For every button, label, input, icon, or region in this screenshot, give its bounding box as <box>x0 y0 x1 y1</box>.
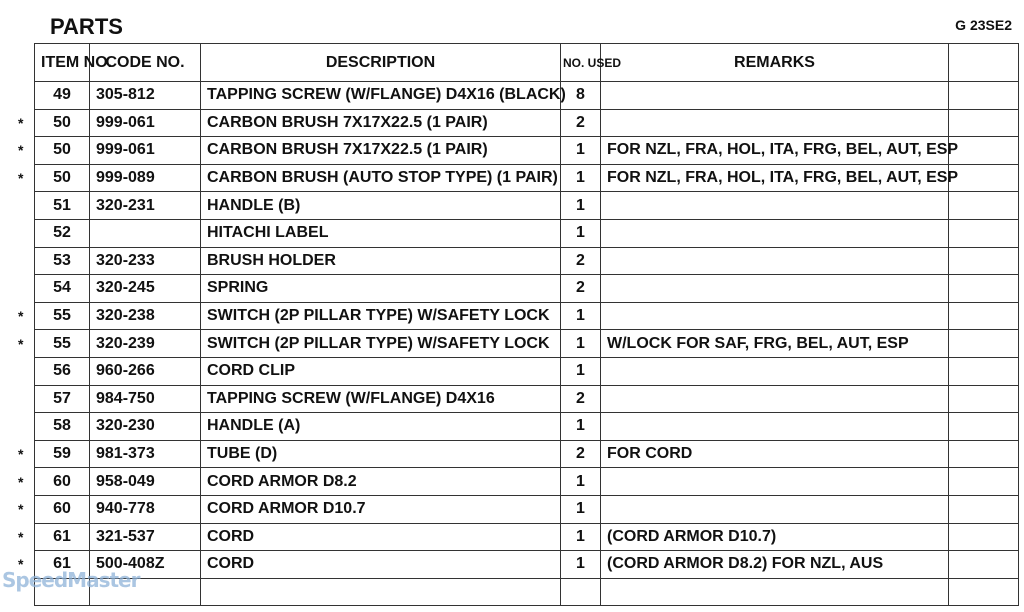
description-cell: CORD <box>201 551 561 579</box>
item-no-cell: 60 <box>35 468 90 496</box>
no-used-cell: 1 <box>561 192 601 220</box>
no-used-cell: 8 <box>561 82 601 110</box>
code-no-cell: 500-408Z <box>90 551 201 579</box>
description-cell: TAPPING SCREW (W/FLANGE) D4X16 <box>201 385 561 413</box>
remarks-cell <box>601 468 949 496</box>
table-row <box>35 219 1019 247</box>
item-no-cell: 52 <box>35 219 90 247</box>
table-row <box>35 468 1019 496</box>
item-no-cell: 53 <box>35 247 90 275</box>
blank-cell <box>949 302 1019 330</box>
blank-cell <box>949 523 1019 551</box>
no-used-cell: 2 <box>561 247 601 275</box>
code-no-cell: 981-373 <box>90 440 201 468</box>
header-remarks: REMARKS <box>601 44 949 82</box>
item-no-cell: 57 <box>35 385 90 413</box>
remarks-cell: (CORD ARMOR D10.7) <box>601 523 949 551</box>
table-row <box>35 440 1019 468</box>
page-title: PARTS <box>50 14 123 39</box>
table-row <box>35 192 1019 220</box>
description-cell: SPRING <box>201 275 561 303</box>
no-used-cell: 1 <box>561 468 601 496</box>
no-used-cell: 1 <box>561 164 601 192</box>
item-no-cell: 55 <box>35 330 90 358</box>
blank-cell <box>949 413 1019 441</box>
blank-cell <box>949 578 1019 606</box>
table-row <box>35 164 1019 192</box>
description-cell: BRUSH HOLDER <box>201 247 561 275</box>
description-cell: CORD ARMOR D8.2 <box>201 468 561 496</box>
code-no-cell: 320-245 <box>90 275 201 303</box>
blank-cell <box>949 495 1019 523</box>
table-row <box>35 247 1019 275</box>
no-used-cell: 1 <box>561 495 601 523</box>
code-no-cell: 320-230 <box>90 413 201 441</box>
code-no-cell: 305-812 <box>90 82 201 110</box>
blank-cell <box>949 385 1019 413</box>
remarks-cell: FOR CORD <box>601 440 949 468</box>
blank-cell <box>949 551 1019 579</box>
code-no-cell: 999-089 <box>90 164 201 192</box>
remarks-cell <box>601 275 949 303</box>
header-no-used: NO. USED <box>561 44 601 82</box>
table-row <box>35 330 1019 358</box>
remarks-cell <box>601 247 949 275</box>
description-cell: HANDLE (B) <box>201 192 561 220</box>
description-cell: CARBON BRUSH 7X17X22.5 (1 PAIR) <box>201 137 561 165</box>
remarks-cell <box>601 357 949 385</box>
document-code: G 23SE2 <box>955 17 1012 33</box>
item-no-cell: 50 <box>35 164 90 192</box>
no-used-cell: 1 <box>561 219 601 247</box>
header-description: DESCRIPTION <box>201 44 561 82</box>
code-no-cell: 960-266 <box>90 357 201 385</box>
description-cell: HITACHI LABEL <box>201 219 561 247</box>
blank-cell <box>949 82 1019 110</box>
code-no-cell: 320-233 <box>90 247 201 275</box>
blank-cell <box>949 192 1019 220</box>
watermark-logo: SpeedMaster <box>2 568 140 592</box>
item-no-cell: 59 <box>35 440 90 468</box>
remarks-cell <box>601 109 949 137</box>
table-row <box>35 137 1019 165</box>
no-used-cell: 2 <box>561 275 601 303</box>
remarks-cell <box>601 192 949 220</box>
header-item-no: ITEM NO. <box>35 44 90 82</box>
no-used-cell: 1 <box>561 330 601 358</box>
no-used-cell: 1 <box>561 357 601 385</box>
revision-mark: * <box>18 170 24 187</box>
description-cell: CARBON BRUSH (AUTO STOP TYPE) (1 PAIR) <box>201 164 561 192</box>
no-used-cell: 1 <box>561 413 601 441</box>
remarks-cell <box>601 302 949 330</box>
blank-cell <box>949 357 1019 385</box>
table-row <box>35 551 1019 579</box>
remarks-cell <box>601 495 949 523</box>
no-used-cell: 2 <box>561 385 601 413</box>
code-no-cell: 320-238 <box>90 302 201 330</box>
description-cell <box>201 578 561 606</box>
blank-cell <box>949 219 1019 247</box>
remarks-cell: W/LOCK FOR SAF, FRG, BEL, AUT, ESP <box>601 330 949 358</box>
item-no-cell: 56 <box>35 357 90 385</box>
blank-cell <box>949 247 1019 275</box>
code-no-cell <box>90 219 201 247</box>
remarks-cell: FOR NZL, FRA, HOL, ITA, FRG, BEL, AUT, ESP <box>601 164 949 192</box>
table-row <box>35 275 1019 303</box>
code-no-cell: 999-061 <box>90 109 201 137</box>
remarks-cell <box>601 413 949 441</box>
description-cell: HANDLE (A) <box>201 413 561 441</box>
code-no-cell: 320-239 <box>90 330 201 358</box>
table-header-row <box>35 44 1019 82</box>
table-row <box>35 523 1019 551</box>
item-no-cell: 50 <box>35 137 90 165</box>
blank-cell <box>949 164 1019 192</box>
remarks-cell <box>601 82 949 110</box>
remarks-cell: (CORD ARMOR D8.2) FOR NZL, AUS <box>601 551 949 579</box>
remarks-cell <box>601 219 949 247</box>
blank-cell <box>949 109 1019 137</box>
table-row <box>35 302 1019 330</box>
description-cell: TUBE (D) <box>201 440 561 468</box>
revision-mark: * <box>18 528 24 545</box>
no-used-cell: 1 <box>561 137 601 165</box>
blank-cell <box>949 275 1019 303</box>
item-no-cell: 61 <box>35 523 90 551</box>
code-no-cell: 999-061 <box>90 137 201 165</box>
remarks-cell <box>601 578 949 606</box>
table-row <box>35 578 1019 606</box>
no-used-cell <box>561 578 601 606</box>
code-no-cell: 321-537 <box>90 523 201 551</box>
no-used-cell: 1 <box>561 523 601 551</box>
no-used-cell: 1 <box>561 302 601 330</box>
item-no-cell: 55 <box>35 302 90 330</box>
blank-cell <box>949 137 1019 165</box>
code-no-cell: 940-778 <box>90 495 201 523</box>
description-cell: CORD ARMOR D10.7 <box>201 495 561 523</box>
description-cell: CORD <box>201 523 561 551</box>
blank-cell <box>949 440 1019 468</box>
item-no-cell: 49 <box>35 82 90 110</box>
remarks-cell <box>601 385 949 413</box>
revision-mark: * <box>18 446 24 463</box>
item-no-cell: 54 <box>35 275 90 303</box>
revision-mark: * <box>18 556 24 573</box>
revision-mark: * <box>18 142 24 159</box>
revision-mark: * <box>18 308 24 325</box>
parts-table <box>34 43 1019 606</box>
code-no-cell: 320-231 <box>90 192 201 220</box>
header-code-no: CODE NO. <box>90 44 201 82</box>
remarks-cell: FOR NZL, FRA, HOL, ITA, FRG, BEL, AUT, ESP <box>601 137 949 165</box>
table-row <box>35 413 1019 441</box>
description-cell: SWITCH (2P PILLAR TYPE) W/SAFETY LOCK <box>201 330 561 358</box>
blank-cell <box>949 468 1019 496</box>
item-no-cell: 51 <box>35 192 90 220</box>
item-no-cell: 61 <box>35 551 90 579</box>
revision-mark: * <box>18 501 24 518</box>
code-no-cell: 984-750 <box>90 385 201 413</box>
revision-mark: * <box>18 473 24 490</box>
no-used-cell: 2 <box>561 109 601 137</box>
revision-mark: * <box>18 335 24 352</box>
description-cell: TAPPING SCREW (W/FLANGE) D4X16 (BLACK) <box>201 82 561 110</box>
blank-cell <box>949 330 1019 358</box>
table-row <box>35 82 1019 110</box>
item-no-cell: 60 <box>35 495 90 523</box>
no-used-cell: 1 <box>561 551 601 579</box>
description-cell: CORD CLIP <box>201 357 561 385</box>
description-cell: CARBON BRUSH 7X17X22.5 (1 PAIR) <box>201 109 561 137</box>
table-row <box>35 385 1019 413</box>
revision-mark: * <box>18 114 24 131</box>
item-no-cell: 58 <box>35 413 90 441</box>
table-row <box>35 109 1019 137</box>
table-row <box>35 495 1019 523</box>
description-cell: SWITCH (2P PILLAR TYPE) W/SAFETY LOCK <box>201 302 561 330</box>
header-blank <box>949 44 1019 82</box>
code-no-cell: 958-049 <box>90 468 201 496</box>
item-no-cell: 50 <box>35 109 90 137</box>
no-used-cell: 2 <box>561 440 601 468</box>
table-row <box>35 357 1019 385</box>
